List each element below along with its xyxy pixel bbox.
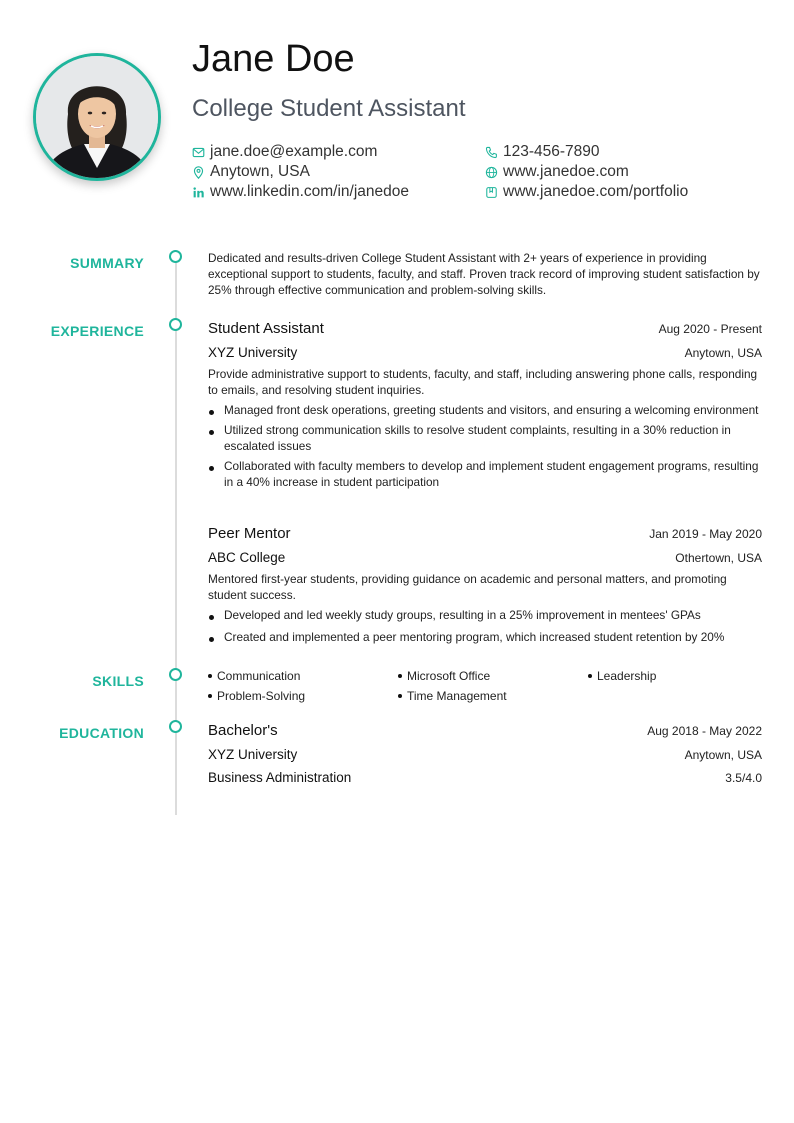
skill-item xyxy=(588,668,656,684)
candidate-role: College Student Assistant xyxy=(192,95,466,122)
job-title: Peer Mentor xyxy=(208,525,291,542)
contact-phone[interactable] xyxy=(485,142,600,162)
contact-linkedin[interactable] xyxy=(192,182,409,202)
profile-photo xyxy=(36,56,158,178)
gpa: 3.5/4.0 xyxy=(725,771,762,785)
education-dates: Aug 2018 - May 2022 xyxy=(647,724,762,738)
school: XYZ University xyxy=(208,747,298,762)
bullet-dot xyxy=(398,694,402,698)
job-bullet: Created and implemented a peer mentoring program, which increased student retention by 20% xyxy=(208,629,762,645)
contact-email-text: jane.doe@example.com xyxy=(210,143,378,160)
job-description: Mentored first-year students, providing guidance on academic and personal matters, and promoting student success. xyxy=(208,572,727,602)
job-bullet: Utilized strong communication skills to resolve student complaints, resulting in a 30% reduction in escalated issues xyxy=(208,422,762,454)
mail-icon xyxy=(192,146,205,159)
experience-entry xyxy=(208,319,762,490)
skill-item xyxy=(398,688,507,704)
contact-website-text: www.janedoe.com xyxy=(503,163,629,180)
skill-label: Time Management xyxy=(407,689,507,703)
phone-icon xyxy=(485,146,498,159)
school-location: Anytown, USA xyxy=(684,748,762,762)
contact-portfolio-text: www.janedoe.com/portfolio xyxy=(503,183,689,200)
job-location: Othertown, USA xyxy=(675,551,762,565)
map-pin-icon xyxy=(192,166,205,179)
contact-location xyxy=(192,162,310,182)
job-organization: XYZ University xyxy=(208,345,298,360)
timeline-dot-summary xyxy=(169,250,182,263)
bullet-dot xyxy=(208,674,212,678)
degree: Bachelor's xyxy=(208,722,278,739)
globe-icon xyxy=(485,166,498,179)
avatar xyxy=(33,53,161,181)
bullet-dot xyxy=(208,694,212,698)
skill-label: Problem-Solving xyxy=(217,689,306,703)
job-bullets xyxy=(208,607,762,645)
skill-item xyxy=(398,668,490,684)
job-description: Provide administrative support to students, faculty, and staff, including answering phone calls, responding to emails, and resolving student inquiries. xyxy=(208,367,758,397)
job-location: Anytown, USA xyxy=(684,346,762,360)
section-label-skills: SKILLS xyxy=(92,673,144,689)
education-entry xyxy=(208,721,762,787)
skill-item xyxy=(208,668,300,684)
skill-label: Leadership xyxy=(597,669,657,683)
portfolio-icon xyxy=(485,186,498,199)
summary-text: Dedicated and results-driven College Student Assistant with 2+ years of experience in providing exceptional support to students, faculty, and staff. Proven track record of improving student satisfaction by 25% through effective communication and problem-solving skills. xyxy=(208,251,760,297)
skill-label: Communication xyxy=(217,669,301,683)
contact-location-text: Anytown, USA xyxy=(210,163,310,180)
section-label-summary: SUMMARY xyxy=(70,255,144,271)
timeline-dot-skills xyxy=(169,668,182,681)
section-label-education: EDUCATION xyxy=(59,725,144,741)
candidate-name: Jane Doe xyxy=(192,38,355,80)
job-organization: ABC College xyxy=(208,550,286,565)
summary-section xyxy=(208,250,762,298)
skill-item xyxy=(208,688,305,704)
timeline-dot-education xyxy=(169,720,182,733)
contact-email[interactable] xyxy=(192,142,377,162)
timeline-dot-experience xyxy=(169,318,182,331)
contact-linkedin-text: www.linkedin.com/in/janedoe xyxy=(210,183,410,200)
experience-entry xyxy=(208,524,762,645)
job-bullet: Collaborated with faculty members to develop and implement student engagement programs, resulting in a 40% increase in student participation xyxy=(208,458,762,490)
skill-label: Microsoft Office xyxy=(407,669,491,683)
bullet-dot xyxy=(588,674,592,678)
job-bullet: Managed front desk operations, greeting students and visitors, and ensuring a welcoming environment xyxy=(208,402,762,418)
linkedin-icon xyxy=(192,186,205,199)
job-dates: Jan 2019 - May 2020 xyxy=(649,527,762,541)
job-title: Student Assistant xyxy=(208,320,324,337)
section-label-experience: EXPERIENCE xyxy=(50,323,144,339)
contact-phone-text: 123-456-7890 xyxy=(503,143,600,160)
contact-website[interactable] xyxy=(485,162,629,182)
job-bullets xyxy=(208,402,762,490)
job-dates: Aug 2020 - Present xyxy=(658,322,762,336)
field-of-study: Business Administration xyxy=(208,770,352,785)
contact-portfolio[interactable] xyxy=(485,182,688,202)
job-bullet: Developed and led weekly study groups, resulting in a 25% improvement in mentees' GPAs xyxy=(208,607,762,623)
bullet-dot xyxy=(398,674,402,678)
